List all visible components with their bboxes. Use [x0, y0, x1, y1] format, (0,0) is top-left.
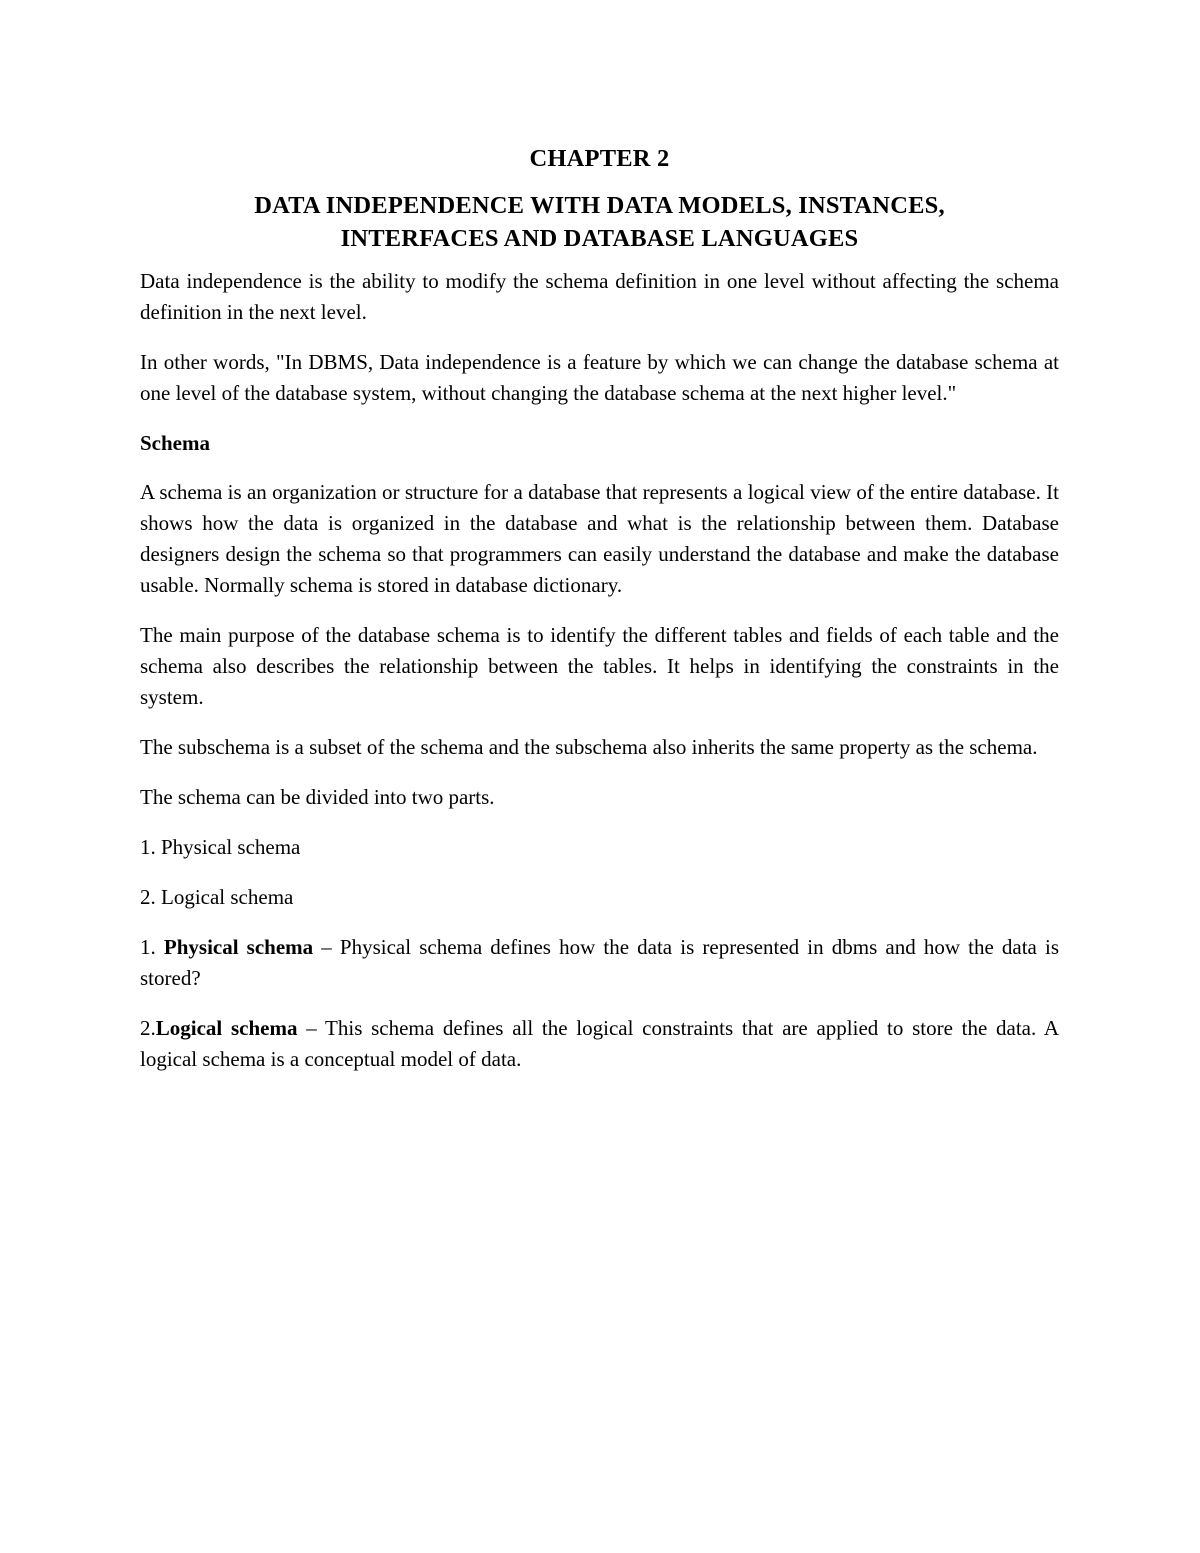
chapter-title-line-1: DATA INDEPENDENCE WITH DATA MODELS, INSTANCES, — [254, 192, 945, 219]
definition-number: 1. — [140, 935, 164, 959]
paragraph-data-independence: Data independence is the ability to modify the schema definition in one level without affecting the schema definition in the next level. — [140, 269, 1059, 324]
section-heading-schema: Schema — [140, 431, 210, 455]
paragraph-schema-purpose: The main purpose of the database schema is to identify the different tables and fields of each table and the schema also describes the relationship between the tables. It helps in identifying the constraints in the system. — [140, 623, 1059, 709]
list-item-logical-schema: 2. Logical schema — [140, 885, 294, 909]
list-item-physical-schema: 1. Physical schema — [140, 835, 301, 859]
paragraph-in-other-words: In other words, "In DBMS, Data independence is a feature by which we can change the database schema at one level of the database system, without changing the database schema at the next higher level." — [140, 350, 1059, 405]
paragraph-schema-definition: A schema is an organization or structure for a database that represents a logical view of the entire database. It shows how the data is organized in the database and what is the relationship between them. Database designers design the schema so that programmers can easily understand the database and make the database usable. Normally schema is stored in database dictionary. — [140, 480, 1059, 597]
chapter-number: CHAPTER 2 — [529, 145, 670, 172]
paragraph-subschema: The subschema is a subset of the schema and the subschema also inherits the same property as the schema. — [140, 735, 1038, 759]
definition-physical-schema — [140, 932, 1059, 994]
chapter-title — [140, 189, 1059, 255]
definition-logical-schema — [140, 1013, 1059, 1075]
page-content — [140, 138, 1059, 1094]
definition-text: – This schema defines all the logical constraints that are applied to store the data. A logical schema is a conceptual model of data. — [140, 1016, 1059, 1071]
definition-term: Physical schema — [163, 935, 314, 959]
definition-number: 2. — [140, 1016, 156, 1040]
paragraph-schema-parts: The schema can be divided into two parts. — [140, 785, 495, 809]
chapter-title-line-2: INTERFACES AND DATABASE LANGUAGES — [340, 225, 859, 252]
definition-text: – Physical schema defines how the data is represented in dbms and how the data is stored? — [140, 935, 1060, 990]
definition-term: Logical schema — [155, 1016, 298, 1040]
